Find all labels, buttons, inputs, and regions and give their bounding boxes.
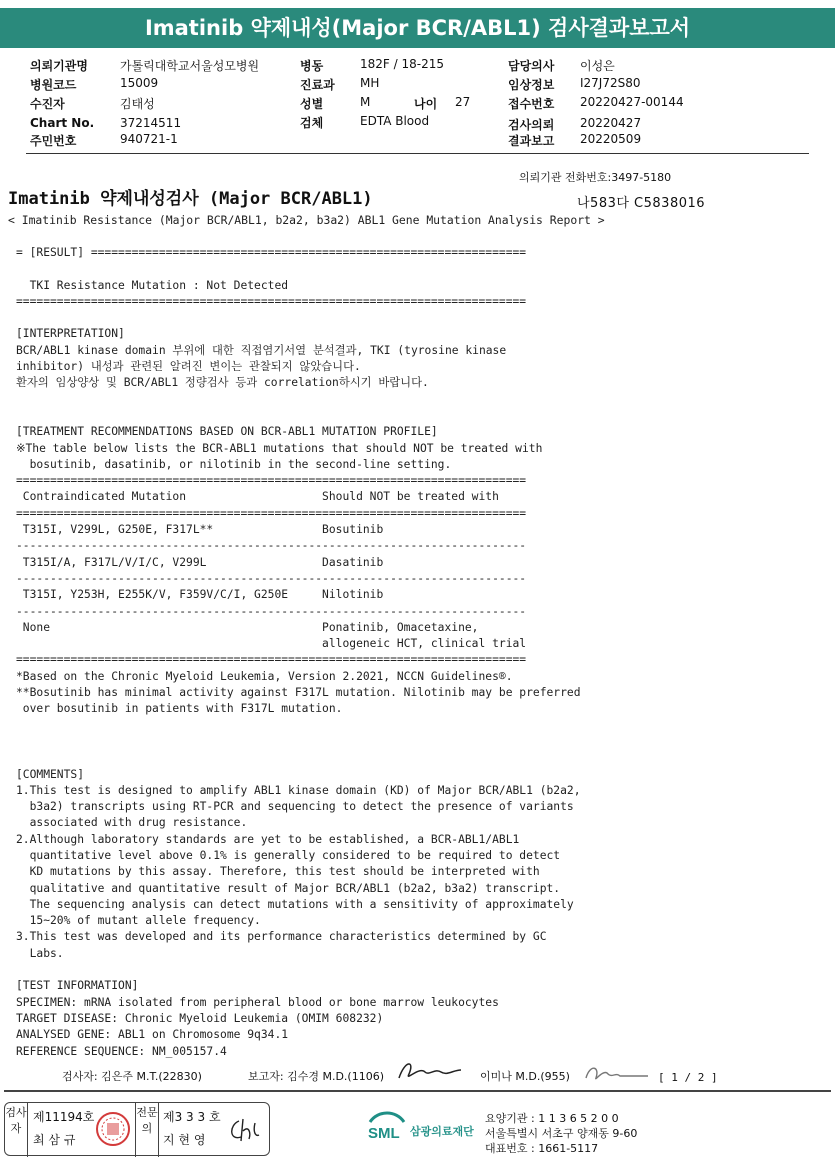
footer-address: 서울특별시 서초구 양재동 9-60 (485, 1127, 638, 1140)
reporter2-handwritten-signature (582, 1060, 652, 1086)
license-label-specialist: 전문의 (135, 1103, 159, 1157)
footer-phone: 대표번호 : 1661-5117 (485, 1142, 599, 1155)
value-age: 27 (455, 95, 471, 109)
label-institution: 의뢰기관명 (30, 59, 88, 73)
label-specimen: 검체 (300, 116, 324, 130)
footer-divider (4, 1090, 831, 1092)
reporter-signature-label: 보고자: 김수경 M.D.(1106) (248, 1070, 384, 1083)
label-department: 진료과 (300, 78, 335, 92)
value-doctor: 이성은 (580, 59, 615, 73)
report-main-title: Imatinib 약제내성검사 (Major BCR/ABL1) (8, 189, 373, 209)
license-reg-tester: 제11194호 (33, 1110, 95, 1124)
value-clinical-info: I27J72S80 (580, 76, 641, 90)
label-clinical-info: 임상정보 (508, 78, 555, 92)
header-info (0, 0, 835, 160)
report-title: Imatinib 약제내성(Major BCR/ABL1) 검사결과보고서 (144, 16, 691, 40)
test-code: 나583다 C5838016 (577, 196, 706, 211)
label-sex: 성별 (300, 97, 324, 111)
label-ward: 병동 (300, 59, 324, 73)
footer-institution-no: 요양기관 : 1 1 3 6 5 2 0 0 (485, 1112, 619, 1125)
value-resident-no: 940721-1 (120, 132, 178, 146)
label-request-date: 검사의뢰 (508, 118, 555, 132)
tester-signature-label: 검사자: 김은주 M.T.(22830) (62, 1070, 202, 1083)
page-indicator: [ 1 / 2 ] (658, 1071, 718, 1084)
value-department: MH (360, 76, 380, 90)
label-doctor: 담당의사 (508, 59, 555, 73)
red-seal-stamp-icon (95, 1111, 131, 1147)
sml-org-name: 삼광의료재단 (410, 1125, 474, 1138)
report-body: = [RESULT] ================================================================ TKI Resistance Mutation : Not Detected =========================================================================== [INTERPRETATION] BCR/ABL1 kinase domain 부위에 대한 직접염기서열 분석결과, TKI (tyrosine kinase inhibitor) 내성과 관련된 알려진 변이는 관찰되지 않았습니다. 환자의 임상양상 및 BCR/ABL1 정량검사 등과 correlation하시기 바랍니다. [TREATMENT RECOMMENDATIONS BASED ON BCR-ABL1 MUTATION PROFILE] ※The table below lists the BCR-ABL1 mutations that should NOT be treated with bosutinib, dasatinib, or nilotinib in the second-line setting. =========================================================================== Contraindicated Mutation Should NOT be treated with =========================================================================== T315I, V299L, G250E, F317L** Bosutinib --------------------------------------------------------------------------- T315I/A, F317L/V/I/C, V299L Dasatinib --------------------------------------------------------------------------- T315I, Y253H, E255K/V, F359V/C/I, G250E Nilotinib --------------------------------------------------------------------------- None Ponatinib, Omacetaxine, allogeneic HCT, clinical trial =========================================================================== *Based on the Chronic Myeloid Leukemia, Version 2.2021, NCCN Guidelines®. **Bosutinib has minimal activity against F317L mutation. Nilotinib may be preferred over bosutinib in patients with F317L mutation. [COMMENTS] 1.This test is designed to amplify ABL1 kinase domain (KD) of Major BCR/ABL1 (b2a2, b3a2) transcripts using RT-PCR and sequencing to detect the presence of variants associated with drug resistance. 2.Although laboratory standards are yet to be established, a BCR-ABL1/ABL1 quantitative level above 0.1% is generally considered to be required to detect KD mutations by this assay. Therefore, this test should be interpreted with qualitative and quantitative result of Major BCR/ABL1 (b2a2, b3a2) transcript. The sequencing analysis can detect mutations with a sensitivity of approximately 15~20% of mutant allele frequency. 3.This test was developed and its performance characteristics determined by GC Labs. [TEST INFORMATION] SPECIMEN: mRNA isolated from peripheral blood or bone marrow leukocytes TARGET DISEASE: Chronic Myeloid Leukemia (OMIM 608232) ANALYSED GENE: ABL1 on Chromosome 9q34.1 REFERENCE SEQUENCE: NM_005157.4 (16, 246, 581, 1058)
value-accession-no: 20220427-00144 (580, 95, 684, 109)
license-name-tester: 최 삼 규 (33, 1133, 76, 1147)
header-divider (26, 153, 809, 154)
sml-logo-icon (366, 1108, 408, 1144)
specialist-handwritten-signature (225, 1113, 261, 1147)
value-ward: 182F / 18-215 (360, 57, 444, 71)
label-chart-no: Chart No. (30, 116, 95, 130)
value-institution: 가톨릭대학교서울성모병원 (120, 59, 260, 73)
license-name-specialist: 지 현 영 (163, 1133, 206, 1147)
value-patient: 김태성 (120, 97, 155, 111)
value-chart-no: 37214511 (120, 116, 182, 130)
report-subtitle: < Imatinib Resistance (Major BCR/ABL1, b2a2, b3a2) ABL1 Gene Mutation Analysis Report > (8, 213, 605, 227)
license-reg-specialist: 제3 3 3 호 (163, 1110, 221, 1124)
svg-text:SML: SML (368, 1125, 400, 1142)
value-specimen: EDTA Blood (360, 114, 430, 128)
license-box (4, 1102, 270, 1156)
value-request-date: 20220427 (580, 116, 642, 130)
reporter2-signature-label: 이미나 M.D.(955) (480, 1070, 570, 1083)
label-resident-no: 주민번호 (30, 134, 77, 148)
label-accession-no: 접수번호 (508, 97, 555, 111)
label-hospital-code: 병원코드 (30, 78, 77, 92)
label-patient: 수진자 (30, 97, 65, 111)
value-hospital-code: 15009 (120, 76, 159, 90)
institution-phone: 의뢰기관 전화번호:3497-5180 (519, 171, 672, 184)
reporter-handwritten-signature (395, 1056, 465, 1086)
license-label-tester: 검사자 (5, 1103, 28, 1157)
label-report-date: 결과보고 (508, 134, 555, 148)
value-sex: M (360, 95, 371, 109)
value-report-date: 20220509 (580, 132, 642, 146)
label-age: 나이 (414, 97, 438, 111)
